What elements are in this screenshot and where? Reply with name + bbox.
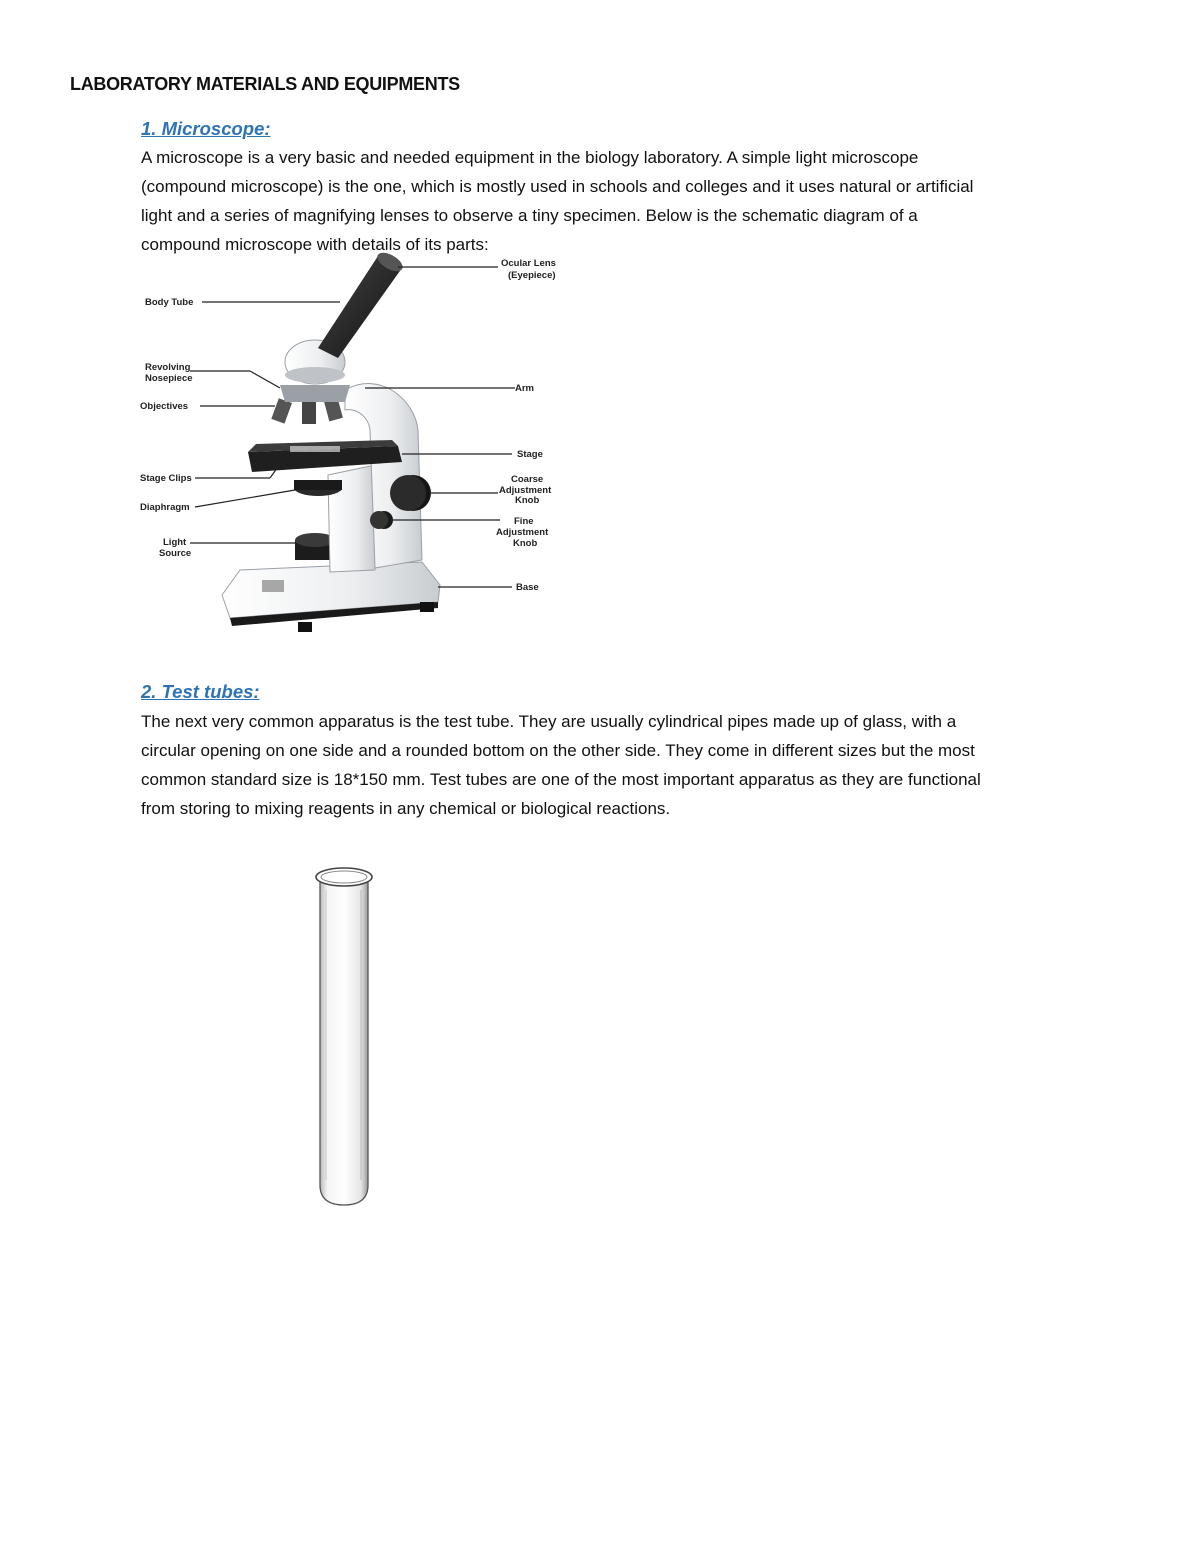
label-arm: Arm [515,383,535,394]
section-heading-microscope: 1. Microscope: [141,118,271,139]
paragraph-line: circular opening on one side and a rounded bottom on the other side. They come in different sizes but the most [141,741,975,760]
label-coarse-adjustment: Adjustment [499,485,552,496]
label-coarse: Coarse [511,474,544,485]
label-eyepiece: (Eyepiece) [508,270,556,281]
paragraph-line: A microscope is a very basic and needed equipment in the biology laboratory. A simple light microscope [141,148,919,167]
paragraph-line: compound microscope with details of its parts: [141,235,489,254]
label-coarse-knob: Knob [515,495,540,506]
label-fine: Fine [514,516,534,527]
paragraph-line: light and a series of magnifying lenses to observe a tiny specimen. Below is the schematic diagram of a [141,206,918,225]
label-source: Source [159,548,192,559]
label-base: Base [516,582,539,593]
page-title: LABORATORY MATERIALS AND EQUIPMENTS [70,74,460,94]
label-revolving: Revolving [145,362,191,373]
paragraph-line: The next very common apparatus is the test tube. They are usually cylindrical pipes made up of glass, with a [141,712,957,731]
label-nosepiece: Nosepiece [145,373,193,384]
microscope-illustration [222,250,440,632]
label-fine-knob: Knob [513,538,538,549]
test-tubes-paragraph [141,707,1141,823]
microscope-paragraph [141,143,1141,259]
test-tube-illustration [300,855,390,1215]
label-fine-adjustment: Adjustment [496,527,549,538]
microscope-diagram [130,250,580,650]
label-objectives: Objectives [140,401,189,412]
paragraph-line: from storing to mixing reagents in any chemical or biological reactions. [141,799,671,818]
label-diaphragm: Diaphragm [140,502,190,513]
label-ocular-lens: Ocular Lens [501,258,556,269]
label-light: Light [163,537,187,548]
section-heading-test-tubes: 2. Test tubes: [141,681,260,702]
label-stage-clips: Stage Clips [140,473,192,484]
paragraph-line: common standard size is 18*150 mm. Test tubes are one of the most important apparatus as they are functional [141,770,981,789]
label-stage: Stage [517,449,543,460]
paragraph-line: (compound microscope) is the one, which is mostly used in schools and colleges and it uses natural or artificial [141,177,974,196]
label-body-tube: Body Tube [145,297,194,308]
